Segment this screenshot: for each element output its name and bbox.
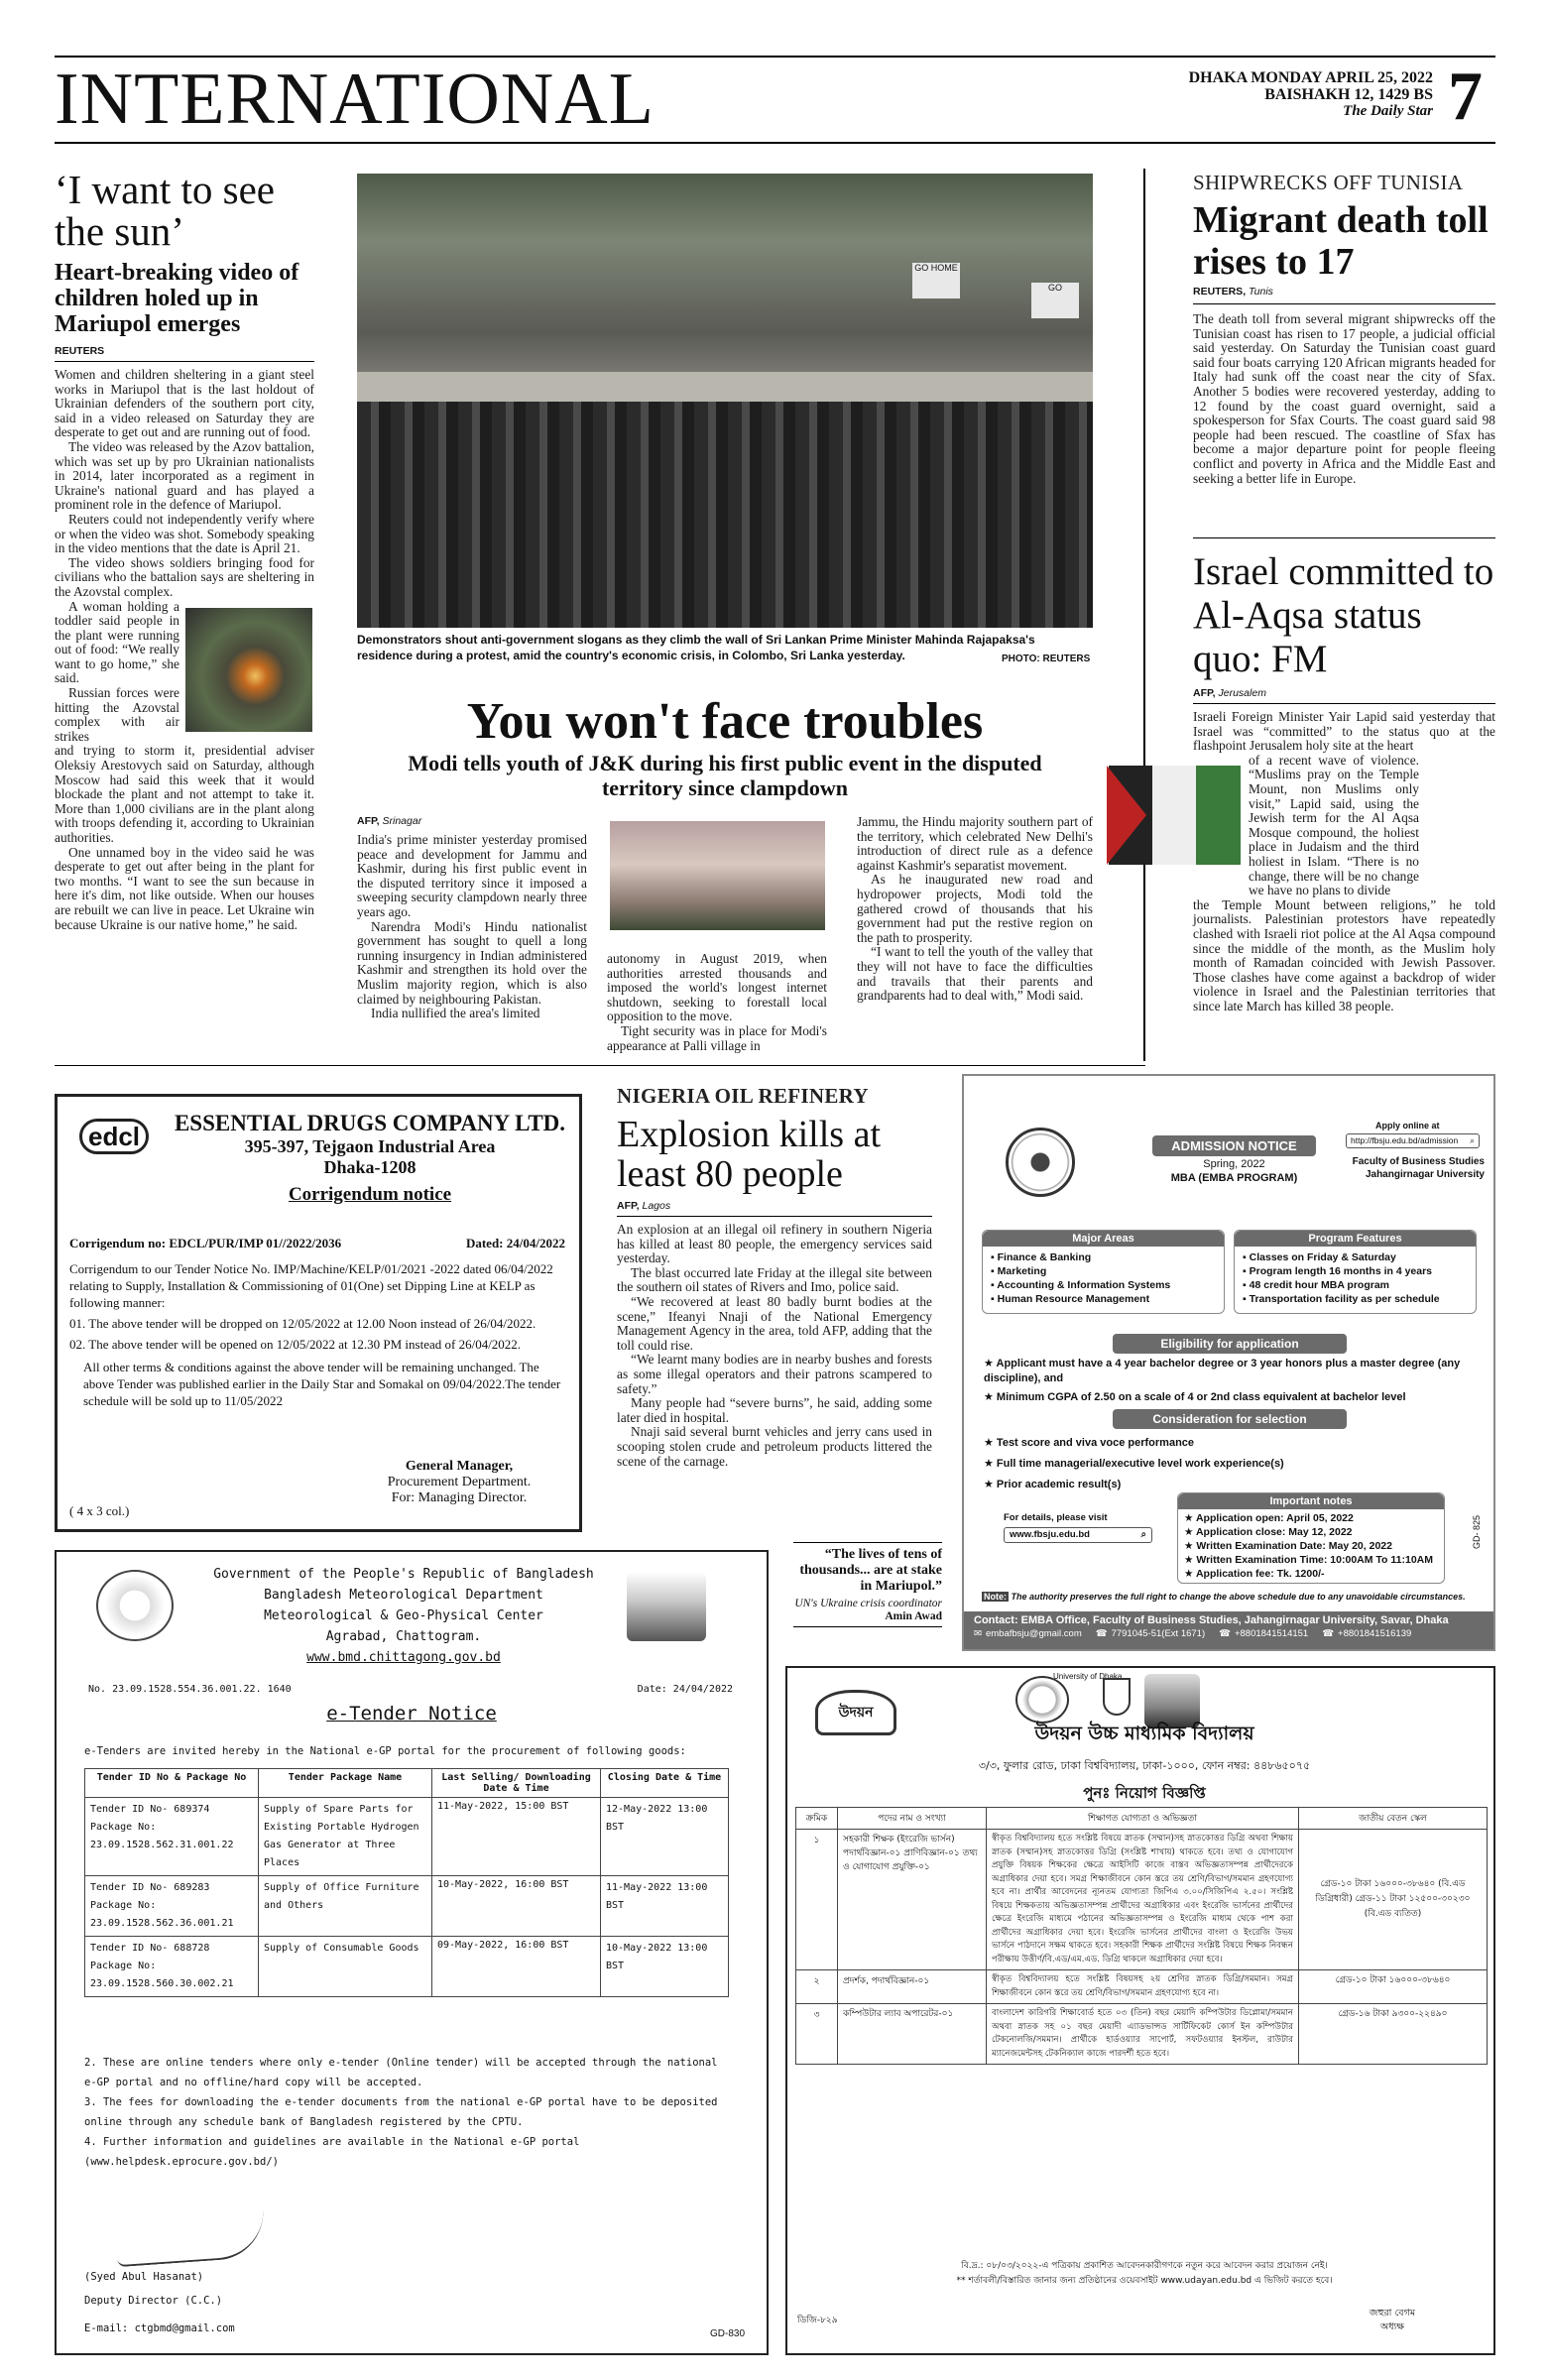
selection-item: ★ Prior academic result(s) [984, 1479, 1122, 1490]
ad-code: GD- 825 [1472, 1514, 1483, 1550]
ju-logo [1006, 1128, 1075, 1197]
table-row [85, 1937, 729, 1997]
edcl-sign: Procurement Department. [387, 1475, 532, 1489]
edcl-city: Dhaka-1208 [323, 1157, 417, 1177]
apply-label: Apply online at [1375, 1121, 1440, 1130]
ad-code: ডিজি-৮২৯ [797, 2316, 838, 2325]
search-icon: ⌕ [1470, 1135, 1475, 1145]
dateline-block [1180, 69, 1433, 120]
udayan-recruitment-ad [785, 1666, 1495, 2355]
edcl-logo: edcl [79, 1119, 149, 1154]
details-label: For details, please visit [1004, 1512, 1108, 1523]
bmd-intro: e-Tenders are invited hereby in the National e-GP portal for the procurement of following goods: [84, 1745, 686, 1757]
udayan-logo: উদয়ন [815, 1690, 896, 1735]
modi-photo [610, 821, 825, 930]
bmd-memo: No. 23.09.1528.554.36.001.22. 1640 [88, 1684, 292, 1695]
quote-attr: UN's Ukraine crisis coordinator [794, 1598, 942, 1609]
bmd-email: E-mail: ctgbmd@gmail.com [84, 2322, 235, 2334]
note-item: ★ Written Examination Time: 10:00AM To 11:10AM [1184, 1554, 1433, 1566]
mariupol-para: One unnamed boy in the video said he was desperate to get out after being in the plant for two months. “I want to see the sun because in here it's dim, not like outside. When our houses are rebuilt we can live in peace. Let Ukraine win because Ukraine is our native home,” he said. [55, 844, 314, 932]
note-item: ★ Application open: April 05, 2022 [1184, 1512, 1354, 1524]
table-header: Closing Date & Time [601, 1769, 729, 1798]
nigeria-para: “We recovered at least 80 badly burnt bodies at the scene,” Ifeanyi Nnaji of the National Emergency Management Agency in the area, told AFP, adding that the toll could rise. [617, 1293, 932, 1353]
table-header: শিক্ষাগত যোগ্যতা ও অভিজ্ঞতা [987, 1808, 1299, 1830]
israel-body [1193, 710, 1495, 1013]
nigeria-para: “We learnt many bodies are in nearby bushes and forests as some illegal operators and their patrons scampered to safety.” [617, 1352, 932, 1396]
udayan-footnote: ** শর্তাবলী/বিস্তারিত জানার জন্য প্রতিষ্ঠানের ওয়েবসাইট www.udayan.edu.bd এ ভিজিট করতে হবে। [956, 2276, 1333, 2286]
bmd-city: Agrabad, Chattogram. [325, 1629, 482, 1644]
nigeria-para: An explosion at an illegal oil refinery in southern Nigeria has killed at least 80 people, the emergency services said yesterday. [617, 1222, 932, 1266]
mariupol-photo [185, 608, 312, 732]
nigeria-body [617, 1223, 932, 1469]
bmd-note: 4. Further information and guidelines are available in the National e-GP portal (www.helpdesk.eprocure.gov.bd/) [84, 2136, 580, 2168]
udayan-emblem [1103, 1678, 1131, 1716]
bmd-dept: Bangladesh Meteorological Department [264, 1588, 543, 1603]
bmd-tender-table [84, 1768, 729, 1997]
feature-item: ▪ Program length 16 months in 4 years [1243, 1265, 1433, 1277]
tunisia-kicker: SHIPWRECKS OFF TUNISIA [1193, 171, 1464, 194]
note-item: ★ Application close: May 12, 2022 [1184, 1526, 1353, 1538]
mariupol-body [55, 368, 314, 932]
emba-admission-ad [962, 1074, 1495, 1651]
table-cell: স্বীকৃত বিশ্ববিদ্যালয় হতে সংশ্লিষ্ট বিষয়ে স্নাতক (সম্মান)সহ স্নাতকোত্তর ডিগ্রি অথবা শিক্ষায় স্নাতক (সম্মান)সহ স্নাতকোত্তর ডিগ্রি (সংশ্লিষ্ট শাখায়) থাকতে হবে। তথ্য ও যোগাযোগ প্রযুক্তি বিষয়ক শিক্ষকের ক্ষেত্রে আইসিটি কাজে বাস্তব অভিজ্ঞতাসম্পন্ন প্রার্থীদেরকে অগ্রাধিকার দেয়া হবে। সমগ্র শিক্ষাজীবনে কোন স্তরে তয় শ্রেণি/বিভাগ/সমমান গ্রহণযোগ্য হবে না। প্রার্থীর আবেদনের ন্যূনতম যোগ্যতা জিপিএ ৩.০০/সিজিপিএ ২.৫০। সংশ্লিষ্ট বিষয়ে শিক্ষকতায় অভিজ্ঞতাসম্পন্ন প্রার্থীদের অগ্রাধিকার এবং ইংরেজি ভার্সনের প্রার্থীদের ক্ষেত্রে ইংরেজি মাধ্যমে পঠানের অভিজ্ঞতাসম্পন্ন ও ইংরেজি মাধ্যম থেকে পাশ করা প্রার্থীদের অগ্রাধিকার দেয়া হবে। ইংরেজি ভার্সনের প্রার্থীদের বাংলা ও ইংরেজি উভয় ভার্সনে পাঠদানে সক্ষম থাকতে হবে। সহকারী শিক্ষক প্রার্থীদের সংশ্লিষ্ট বিষয়ে শিক্ষক নিবন্ধন পরীক্ষায় উত্তীর্ণ/বি.এড/এম.এড. ডিগ্রি থাকলে অগ্রাধিকার দেয়া হবে। [987, 1830, 1299, 1970]
feature-item: ▪ Classes on Friday & Saturday [1243, 1251, 1396, 1263]
modi-headline: You won't face troubles [466, 693, 984, 750]
bmd-designation: Deputy Director (C.C.) [84, 2295, 223, 2307]
israel-para: of a recent wave of violence. “Muslims pray on the Temple Mount, non Muslims only visit,” Lapid said, using the Jewish term for the Al Aqsa Mosque compound, the holiest place in Judaism and the third holiest in Islam. “There is no change, there will be no change we have no plans to divide [1249, 752, 1419, 898]
protest-sign: GO [1031, 283, 1079, 318]
page-number: 7 [1448, 59, 1483, 135]
tunisia-body: The death toll from several migrant shipwrecks off the Tunisian coast has risen to 17 people, a judicial official said yesterday. On Saturday the Tunisian coast guard said four boats carrying 120 African migrants headed for Italy had sunk off the coast near the city of Sfax. Another 5 bodies were recovered yesterday, adding to 12 found by the coast guard overnight, said a spokesperson for Sfax Courts. The coast guard said 98 people had been rescued. The coastline of Sfax has become a major departure point for people fleeing conflict and poverty in Africa and the Middle East and seeking a better life in Europe. [1193, 311, 1495, 486]
nigeria-para: The blast occurred late Friday at the illegal site between the southern oil states of Rivers and Imo, police said. [617, 1264, 932, 1295]
mariupol-byline: REUTERS [55, 345, 314, 362]
israel-byline-agency: AFP [1193, 687, 1213, 699]
edcl-company: ESSENTIAL DRUGS COMPANY LTD. [174, 1111, 566, 1135]
israel-para: the Temple Mount between religions,” he told journalists. Palestinian protestors have repeatedly clashed with Israeli riot police at the Al Aqsa compound since the middle of the month, as the Muslim holy month of Ramadan coincided with Jewish Passover. Those clashes have come against a backdrop of wider violence in Israel and the Palestinian territories that since late March has killed 38 people. [1193, 896, 1495, 1013]
table-cell: Tender ID No- 689283 Package No: 23.09.1528.562.36.001.21 [85, 1876, 259, 1937]
table-row [796, 1970, 1488, 2004]
selection-item: ★ Test score and viva voce performance [984, 1437, 1195, 1449]
major-item: ▪ Finance & Banking [991, 1251, 1092, 1263]
table-cell: প্রদর্শক, পদার্থবিজ্ঞান-০১ [838, 1970, 987, 2004]
protest-sign: GO HOME [912, 263, 960, 298]
table-row [796, 2004, 1488, 2065]
contact-phone: +8801841514151 [1234, 1628, 1309, 1639]
major-areas-title: Major Areas [983, 1231, 1224, 1247]
nigeria-byline-place: Lagos [642, 1200, 671, 1212]
table-cell: 10-May-2022, 16:00 BST [432, 1876, 601, 1937]
table-cell: স্বীকৃত বিশ্ববিদ্যালয় হতে সংশ্লিষ্ট বিষয়সহ ২য় শ্রেণির স্নাতক ডিগ্রি/সমমান। সমগ্র শিক্ষাজীবনে কোন স্তরে তয় শ্রেণি/বিভাগ/সমমান গ্রহণযোগ্য হবে না। [987, 1970, 1299, 2004]
features-title: Program Features [1235, 1231, 1476, 1247]
nigeria-byline: AFP, Lagos [617, 1200, 932, 1217]
nigeria-headline: Explosion kills at least 80 people [617, 1114, 881, 1195]
bmd-signer: (Syed Abul Hasanat) [84, 2271, 204, 2283]
mail-icon: ✉ [974, 1628, 982, 1639]
tunisia-story [1193, 171, 1495, 486]
emba-faculty: Faculty of Business Studies [1352, 1156, 1485, 1167]
note-item: ★ Application fee: Tk. 1200/- [1184, 1568, 1325, 1580]
tunisia-byline-place: Tunis [1249, 286, 1273, 298]
table-cell: 11-May-2022 13:00 BST [601, 1876, 729, 1937]
phone-icon: ☎ [1095, 1628, 1108, 1639]
table-cell: 10-May-2022 13:00 BST [601, 1937, 729, 1997]
dateline-bengali: BAISHAKH 12, 1429 BS [1264, 86, 1433, 103]
bmd-center: Meteorological & Geo-Physical Center [264, 1608, 543, 1623]
feature-item: ▪ Transportation facility as per schedule [1243, 1293, 1440, 1305]
mariupol-headline: ‘I want to see the sun’ [55, 167, 275, 254]
modi-para: “I want to tell the youth of the valley that they will not have to face the difficulties and travails that their parents and grandparents had to deal with,” Modi said. [857, 944, 1093, 1004]
feature-item: ▪ 48 credit hour MBA program [1243, 1279, 1390, 1291]
modi-col2 [607, 952, 827, 1053]
selection-item: ★ Full time managerial/executive level work experience(s) [984, 1458, 1284, 1470]
table-cell: Supply of Spare Parts for Existing Portable Hydrogen Gas Generator at Three Places [259, 1798, 432, 1876]
admission-notice: ADMISSION NOTICE [1171, 1138, 1297, 1153]
table-cell: Supply of Consumable Goods [259, 1937, 432, 1997]
admission-banner [1152, 1135, 1316, 1156]
contact-text: Contact: EMBA Office, Faculty of Business Studies, Jahangirnagar University, Savar, Dhaka [974, 1614, 1449, 1626]
sri-lanka-caption: Demonstrators shout anti-government slogans as they climb the wall of Sri Lankan Prime Minister Mahinda Rajapaksa's residence during a protest, amid the country's economic crisis, in Colombo, Sri Lanka yesterday. [357, 633, 1035, 662]
edcl-sign: For: Managing Director. [391, 1490, 528, 1505]
israel-byline-place: Jerusalem [1218, 687, 1266, 699]
table-cell: Tender ID No- 689374 Package No: 23.09.1528.562.31.001.22 [85, 1798, 259, 1876]
ad-size: ( 4 x 3 col.) [69, 1503, 130, 1518]
table-cell: কম্পিউটার ল্যাব অপারেটর-০১ [838, 2004, 987, 2065]
israel-headline: Israel committed to Al-Aqsa status quo: FM [1193, 550, 1494, 680]
modi-byline: AFP, Srinagar [357, 815, 422, 827]
admission-season: Spring, 2022 [1203, 1158, 1265, 1170]
table-header: জাতীয় বেতন স্কেল [1299, 1808, 1488, 1830]
pull-quote [793, 1542, 942, 1627]
bmd-note: 2. These are online tenders where only e-tender (Online tender) will be accepted through the national e-GP portal and no offline/hard copy will be accepted. [84, 2057, 718, 2088]
modi-col3 [857, 815, 1093, 1004]
contact-email: embafbsju@gmail.com [985, 1628, 1082, 1639]
mariupol-para: A woman holding a toddler said people in the plant were running out of food: “We really want to go home,” she said. [55, 598, 179, 686]
bmd-web: www.bmd.chittagong.gov.bd [306, 1650, 501, 1665]
table-row [85, 1876, 729, 1937]
eligibility-item: ★ Applicant must have a 4 year bachelor degree or 3 year honors plus a master degree (any discipline), and [984, 1358, 1461, 1384]
modi-para: India nullified the area's limited [371, 1006, 540, 1021]
table-cell: বাংলাদেশ কারিগরি শিক্ষাবোর্ড হতে ০৩ (তিন) বছর মেয়াদি কম্পিউটার ডিপ্লোমা/সমমান অথবা স্নাতক সহ ০১ বছর মেয়াদী এ্যাডভান্সড সার্টিফিকেট কোর্স ইন কম্পিউটার টেকনোলজি/সমমান। প্রার্থীকে হার্ডওয়্যার সাপোর্ট, সফটওয়্যার ইনস্টল, রাউটার ম্যানেজমেন্টসহ টেকনিক্যাল কাজে পারদর্শী হতে হবে। [987, 2004, 1299, 2065]
nigeria-story [617, 1084, 932, 1469]
quote-text: “The lives of tens of thousands... are at stake in Mariupol.” [793, 1542, 942, 1595]
bmd-date: Date: 24/04/2022 [637, 1684, 733, 1695]
edcl-dated: Dated: 24/04/2022 [465, 1236, 565, 1250]
table-cell: ৩ [796, 2004, 838, 2065]
edcl-intro: Corrigendum to our Tender Notice No. IMP/Machine/KELP/01/2021 -2022 dated 06/04/2022 relating to Supply, Installation & Commissioning of 01(One) set Dipping Line at KELP as following manner: [69, 1261, 553, 1310]
selection-title: Consideration for selection [1113, 1409, 1347, 1429]
note-text: The authority preserves the full right to change the above schedule due to any unavoidable circumstances. [1011, 1592, 1466, 1602]
contact-bar [964, 1611, 1493, 1649]
table-cell: Tender ID No- 688728 Package No: 23.09.1528.560.30.002.21 [85, 1937, 259, 1997]
edcl-item: 01. The above tender will be dropped on 12/05/2022 at 12.00 Noon instead of 26/04/2022. [69, 1316, 537, 1331]
table-cell: গ্রেড-১০ টাকা ১৬০০০-৩৮৬৪০ [1299, 1970, 1488, 2004]
table-cell: ২ [796, 1970, 838, 2004]
table-cell: গ্রেড-১৬ টাকা ৯৩০০-২২৪৯০ [1299, 2004, 1488, 2065]
udayan-name: উদয়ন উচ্চ মাধ্যমিক বিদ্যালয় [1034, 1723, 1254, 1744]
section-title: INTERNATIONAL [55, 59, 655, 140]
bmd-tender-ad [55, 1550, 769, 2355]
eligibility-title: Eligibility for application [1113, 1334, 1347, 1354]
bmd-note: 3. The fees for downloading the e-tender documents from the national e-GP portal have to be deposited online through any schedule bank of Bangladesh registered by the CPTU. [84, 2096, 718, 2128]
modi-para: Tight security was in place for Modi's appearance at Palli village in [607, 1022, 827, 1053]
udayan-title: পুনঃ নিয়োগ বিজ্ঞপ্তি [1083, 1784, 1206, 1802]
search-icon: ⌕ [1140, 1529, 1146, 1540]
udayan-address: ৩/৩, ফুলার রোড, ঢাকা বিশ্ববিদ্যালয়, ঢাকা-১০০০, ফোন নম্বর: ৪৪৮৬৫০৭৫ [978, 1759, 1311, 1772]
edcl-corrigendum-ad [55, 1094, 582, 1532]
udayan-designation: অধ্যক্ষ [1379, 2321, 1404, 2332]
dateline: DHAKA MONDAY APRIL 25, 2022 [1188, 69, 1433, 86]
mariupol-para: The video was released by the Azov battalion, which was set up by pro Ukrainian nationalists in 2014, later incorporated as a regiment in Ukraine's national guard and has played a prominent role in the defence of Mariupol. [55, 438, 314, 513]
table-cell: 12-May-2022 13:00 BST [601, 1798, 729, 1876]
signature [115, 2209, 267, 2267]
nigeria-byline-agency: AFP [617, 1200, 637, 1212]
modi-byline-agency: AFP [357, 815, 377, 827]
contact-phone: +8801841516139 [1338, 1628, 1412, 1639]
tunisia-byline: REUTERS, Tunis [1193, 286, 1495, 304]
bmd-portrait [627, 1572, 706, 1641]
bmd-title: e-Tender Notice [326, 1703, 497, 1725]
bmd-gov: Government of the People's Republic of Bangladesh [213, 1567, 594, 1582]
israel-byline: AFP, Jerusalem [1193, 687, 1495, 704]
eligibility-item: ★ Minimum CGPA of 2.50 on a scale of 4 or 2nd class equivalent at bachelor level [984, 1391, 1406, 1403]
paper-name: The Daily Star [1343, 103, 1433, 119]
table-cell: 11-May-2022, 15:00 BST [432, 1798, 601, 1876]
modi-para: India's prime minister yesterday promised peace and development for Jammu and Kashmir, during his first public event in the disputed territory since it imposed a sweeping security clampdown nearly three years ago. [357, 832, 587, 919]
table-header: ক্রমিক [796, 1808, 838, 1830]
udayan-signer: জহুরা বেগম [1369, 2308, 1416, 2319]
note-item: ★ Written Examination Date: May 20, 2022 [1184, 1540, 1392, 1552]
modi-col1 [357, 833, 587, 1021]
details-url[interactable]: www.fbsju.edu.bd ⌕ [1004, 1527, 1152, 1543]
mariupol-story [55, 169, 314, 932]
modi-para: Narendra Modi's Hindu nationalist government has sought to quell a long running insurgency in Indian administered Kashmir and strengthen its hold over the Muslim majority region, which is also claimed by neighbouring Pakistan. [357, 918, 587, 1007]
du-label: University of Dhaka [1053, 1672, 1123, 1681]
photo-credit: PHOTO: REUTERS [1002, 654, 1091, 664]
table-header: Last Selling/ Downloading Date & Time [432, 1769, 601, 1798]
mariupol-para: and trying to storm it, presidential adviser Oleksiy Arestovych said on Saturday, although Moscow had said this week that it would blockade the plant and not attempt to take it. More than 1,000 civilians are in the plant along with troops defending it, according to Ukrainian authorities. [55, 743, 314, 845]
israel-para: Israeli Foreign Minister Yair Lapid said yesterday that Israel was “committed” to the status quo at the flashpoint Jerusalem holy site at the heart [1193, 709, 1495, 754]
tunisia-byline-agency: REUTERS [1193, 286, 1244, 298]
mariupol-para: Reuters could not independently verify where or when the video was shot. Somebody speaking in the video mentions that the date is April 21. [55, 511, 314, 556]
du-logo [1015, 1676, 1069, 1724]
table-cell: সহকারী শিক্ষক (ইংরেজি ভার্সন) পদার্থবিজ্ঞান-০১ প্রাণিবিজ্ঞান-০১ তথ্য ও যোগাযোগ প্রযুক্তি-০১ [838, 1830, 987, 1970]
table-header: Tender Package Name [259, 1769, 432, 1798]
table-cell: ১ [796, 1830, 838, 1970]
phone-icon: ☎ [1322, 1628, 1335, 1639]
major-item: ▪ Marketing [991, 1265, 1047, 1277]
table-header: পদের নাম ও সংখ্যা [838, 1808, 987, 1830]
modi-para: As he inaugurated new road and hydropower projects, Modi told the gathered crowd of thousands that his government had put the restive region on the path to prosperity. [857, 872, 1093, 945]
sri-lanka-protest-photo [357, 174, 1093, 628]
edcl-address: 395-397, Tejgaon Industrial Area [244, 1136, 496, 1156]
contact-phone: 7791045-51(Ext 1671) [1111, 1628, 1206, 1639]
mariupol-para: Women and children sheltering in a giant steel works in Mariupol that is the last holdout of Ukrainian defenders of the southern port city, said in a video released on Saturday they are desperate to get out and are running out of food. [55, 367, 314, 440]
quote-name: Amin Awad [793, 1610, 942, 1627]
nigeria-kicker: NIGERIA OIL REFINERY [617, 1084, 869, 1108]
emba-university: Jahangirnagar University [1365, 1169, 1485, 1180]
edcl-sign: General Manager, [405, 1459, 514, 1474]
major-item: ▪ Human Resource Management [991, 1293, 1150, 1305]
mariupol-para: Russian forces were hitting the Azovstal complex with air strikes [55, 685, 179, 744]
tunisia-headline: Migrant death toll rises to 17 [1193, 199, 1489, 283]
apply-url[interactable] [1346, 1133, 1480, 1148]
table-cell: 09-May-2022, 16:00 BST [432, 1937, 601, 1997]
admission-program: MBA (EMBA PROGRAM) [1170, 1172, 1298, 1184]
note-label: Note: [984, 1592, 1007, 1602]
major-item: ▪ Accounting & Information Systems [991, 1279, 1171, 1291]
table-cell: গ্রেড-১০ টাকা ১৬০০০-৩৮৬৪০ (বি.এড ডিগ্রিধারী) গ্রেড-১১ টাকা ১২৫০০-৩০২৩০ (বি.এড ব্যতিত) [1299, 1830, 1488, 1970]
notes-title: Important notes [1178, 1493, 1444, 1509]
modi-para: autonomy in August 2019, when authorities arrested thousands and imposed the world's longest internet shutdown, seeking to forestall local opposition to the move. [607, 951, 827, 1024]
phone-icon: ☎ [1219, 1628, 1231, 1639]
israel-photo [1109, 766, 1241, 865]
udayan-table [795, 1807, 1488, 2065]
table-cell: Supply of Office Furniture and Others [259, 1876, 432, 1937]
udayan-footnote: বি.দ্র.: ০৮/০৩/২০২২-এ পত্রিকায় প্রকাশিত আবেদনকারীগণকে নতুন করে আবেদন করার প্রয়োজন নেই। [961, 2261, 1328, 2271]
israel-story [1193, 550, 1495, 1013]
edcl-ref: Corrigendum no: EDCL/PUR/IMP 01//2022/2036 [69, 1236, 342, 1250]
table-row [796, 1830, 1488, 1970]
mariupol-para: The video shows soldiers bringing food for civilians who the battalion says are sheltering in the Azovstal complex. [55, 554, 314, 599]
bmd-logo [96, 1570, 174, 1641]
edcl-title: Corrigendum notice [288, 1184, 452, 1205]
nigeria-para: Many people had “severe burns”, he said, adding some later died in hospital. [617, 1395, 932, 1425]
emba-note [982, 1592, 1466, 1602]
table-row [85, 1798, 729, 1876]
modi-byline-place: Srinagar [382, 815, 422, 827]
ad-code: GD-830 [709, 2328, 745, 2339]
table-header: Tender ID No & Package No [85, 1769, 259, 1798]
apply-url-text: http://fbsju.edu.bd/admission [1351, 1135, 1459, 1145]
modi-subhead: Modi tells youth of J&K during his first public event in the disputed territory since clampdown [408, 751, 1042, 800]
modi-para: Jammu, the Hindu majority southern part of the territory, which celebrated New Delhi's introduction of direct rule as a defence against Kashmir's separatist movement. [857, 814, 1093, 873]
edcl-item: 02. The above tender will be opened on 12/05/2022 at 12.30 PM instead of 26/04/2022. [69, 1337, 522, 1352]
edcl-outro: All other terms & conditions against the above tender will be remaining unchanged. The above Tender was published earlier in the Daily Star and Somakal on 09/04/2022.The tender schedule will be sold up to 11/05/2022 [83, 1360, 561, 1408]
mariupol-subhead: Heart-breaking video of children holed up in Mariupol emerges [55, 260, 299, 337]
nigeria-para: Nnaji said several burnt vehicles and jerry cans used in scooping stolen crude and petroleum products littered the scene of the carnage. [617, 1424, 932, 1469]
